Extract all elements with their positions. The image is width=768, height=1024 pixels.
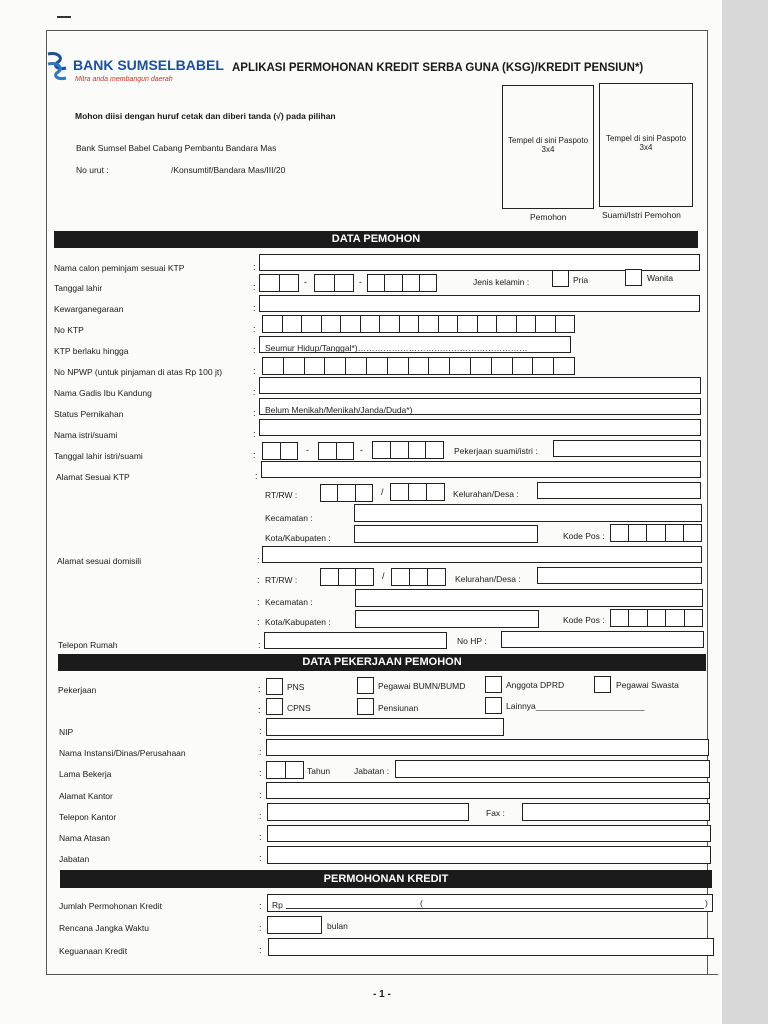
bank-name: BANK SUMSELBABEL [73, 57, 224, 73]
colon: : [253, 324, 256, 334]
label-no-hp: No HP : [457, 636, 487, 646]
bumn-checkbox[interactable] [357, 677, 374, 694]
jumlah-paren-open: ( [420, 898, 423, 908]
rtrw-slash: / [381, 487, 384, 497]
kecamatan-domisili-field[interactable] [355, 589, 703, 607]
jumlah-underline [286, 908, 704, 909]
jabatan-field[interactable] [267, 846, 711, 864]
colon: : [257, 555, 260, 565]
instansi-field[interactable] [266, 739, 709, 756]
ktp-berlaku-value: Seumur Hidup/Tanggal*)…………………………………………………… [265, 343, 528, 353]
label-kota: Kota/Kabupaten : [265, 533, 331, 543]
label-bulan: bulan [327, 921, 348, 931]
label-npwp: No NPWP (untuk pinjaman di atas Rp 100 jt) [54, 367, 223, 377]
label-bumn: Pegawai BUMN/BUMD [378, 681, 466, 691]
tanggal-lahir-day[interactable] [259, 274, 299, 292]
rw-domisili-boxes[interactable] [391, 568, 446, 586]
swasta-checkbox[interactable] [594, 676, 611, 693]
label-telepon-kantor: Telepon Kantor [59, 812, 117, 822]
tgl-lahir-pasangan-day[interactable] [262, 442, 298, 460]
photo-box-applicant[interactable] [502, 85, 594, 209]
label-kodepos-domisili: Kode Pos : [563, 615, 605, 625]
label-lama-bekerja: Lama Bekerja [59, 769, 112, 779]
label-lainnya: Lainnya_______________________ [506, 701, 645, 711]
label-kewarganegaraan: Kewarganegaraan [54, 304, 124, 314]
label-cpns: CPNS [287, 703, 311, 713]
label-rtrw-domisili: RT/RW : [265, 575, 298, 585]
alamat-domisili-field[interactable] [262, 546, 702, 563]
label-pensiunan: Pensiunan [378, 703, 419, 713]
colon: : [253, 429, 256, 439]
colon: : [253, 366, 256, 376]
kegunaan-field[interactable] [268, 938, 714, 956]
label-kodepos: Kode Pos : [563, 531, 605, 541]
date-separator: - [360, 445, 363, 455]
pns-checkbox[interactable] [266, 678, 283, 695]
label-wanita: Wanita [647, 273, 674, 283]
form-bottom-line [46, 974, 718, 975]
label-swasta: Pegawai Swasta [616, 680, 679, 690]
date-separator: - [304, 277, 307, 287]
colon: : [259, 811, 262, 821]
label-tgl-lahir-pasangan: Tanggal lahir istri/suami [54, 451, 143, 461]
label-kota-domisili: Kota/Kabupaten : [265, 617, 331, 627]
colon: : [259, 768, 262, 778]
lainnya-checkbox[interactable] [485, 697, 502, 714]
section-title-credit: PERMOHONAN KREDIT [323, 873, 449, 885]
colon: : [259, 726, 262, 736]
label-tanggal-lahir: Tanggal lahir [54, 283, 103, 293]
label-nama-atasan: Nama Atasan [59, 833, 111, 843]
ibu-kandung-field[interactable] [259, 377, 701, 394]
label-kecamatan-domisili: Kecamatan : [265, 597, 313, 607]
wanita-checkbox[interactable] [625, 269, 642, 286]
alamat-ktp-field[interactable] [261, 461, 701, 478]
label-rtrw: RT/RW : [265, 490, 298, 500]
alamat-kantor-field[interactable] [266, 782, 710, 799]
label-pria: Pria [573, 275, 589, 285]
label-kecamatan: Kecamatan : [265, 513, 313, 523]
label-nama: Nama calon peminjam sesuai KTP [54, 263, 185, 273]
photo-caption-applicant: Pemohon [530, 212, 567, 222]
label-nama-pasangan: Nama istri/suami [54, 430, 118, 440]
label-tahun: Tahun [307, 766, 331, 776]
photo-box-spouse-text: Tempel di sini Paspoto 3x4 [605, 134, 687, 152]
label-alamat-domisili: Alamat sesuai domisili [57, 556, 142, 566]
colon: : [259, 747, 262, 757]
rtrw-slash: / [382, 571, 385, 581]
top-mark [57, 16, 71, 18]
kodepos-domisili-boxes[interactable] [610, 609, 703, 627]
label-jumlah: Jumlah Permohonan Kredit [59, 901, 163, 911]
branch-text: Bank Sumsel Babel Cabang Pembantu Bandara Mas [76, 143, 277, 153]
label-nip: NIP [59, 727, 74, 737]
nip-field[interactable] [266, 718, 504, 736]
photo-box-applicant-text: Tempel di sini Paspoto 3x4 [507, 136, 589, 154]
date-separator: - [306, 445, 309, 455]
section-bar-applicant [54, 231, 698, 248]
colon: : [253, 387, 256, 397]
colon: : [253, 303, 256, 313]
page-edge-shadow [722, 0, 768, 1024]
label-kegunaan: Keguanaan Kredit [59, 946, 128, 956]
rt-domisili-boxes[interactable] [320, 568, 374, 586]
date-separator: - [359, 277, 362, 287]
colon: : [259, 923, 262, 933]
colon: : [259, 790, 262, 800]
telepon-rumah-field[interactable] [264, 632, 447, 649]
fax-field[interactable] [522, 803, 710, 821]
section-bar-credit [60, 870, 712, 888]
colon: : [257, 575, 260, 585]
label-pekerjaan-pasangan: Pekerjaan suami/istri : [454, 446, 538, 456]
tanggal-lahir-year[interactable] [367, 274, 437, 292]
jangka-field[interactable] [267, 916, 322, 934]
colon: : [258, 640, 261, 650]
instruction-text: Mohon diisi dengan huruf cetak dan diberi tanda (√) pada pilihan [75, 111, 336, 121]
nama-pasangan-field[interactable] [259, 419, 701, 436]
cpns-checkbox[interactable] [266, 698, 283, 715]
rw-boxes[interactable] [390, 483, 445, 501]
colon: : [257, 597, 260, 607]
colon: : [253, 282, 256, 292]
npwp-boxes[interactable] [262, 357, 575, 375]
photo-box-spouse[interactable] [599, 83, 693, 207]
pekerjaan-pasangan-field[interactable] [553, 440, 701, 457]
label-ktp-berlaku: KTP berlaku hingga [54, 346, 129, 356]
kodepos-boxes[interactable] [610, 524, 702, 542]
no-urut-label: No urut : [76, 165, 109, 175]
form-title: APLIKASI PERMOHONAN KREDIT SERBA GUNA (KSG)/KREDIT PENSIUN*) [232, 62, 644, 74]
colon: : [255, 471, 258, 481]
jumlah-field[interactable] [267, 894, 713, 912]
lama-bekerja-boxes[interactable] [266, 761, 304, 779]
label-pns: PNS [287, 682, 305, 692]
kecamatan-field[interactable] [354, 504, 702, 522]
label-jangka: Rencana Jangka Waktu [59, 923, 149, 933]
label-status: Status Pernikahan [54, 409, 124, 419]
section-title-applicant: DATA PEMOHON [331, 233, 421, 245]
tgl-lahir-pasangan-year[interactable] [372, 441, 444, 459]
no-urut-value: /Konsumtif/Bandara Mas/III/20 [171, 165, 286, 175]
tgl-lahir-pasangan-month[interactable] [318, 442, 354, 460]
nama-atasan-field[interactable] [267, 825, 711, 842]
photo-caption-spouse: Suami/Istri Pemohon [602, 210, 681, 220]
kelurahan-domisili-field[interactable] [537, 567, 702, 584]
no-hp-field[interactable] [501, 631, 704, 648]
label-dprd: Anggota DPRD [506, 680, 565, 690]
label-alamat-kantor: Alamat Kantor [59, 791, 113, 801]
colon: : [259, 832, 262, 842]
colon: : [253, 450, 256, 460]
section-title-employment: DATA PEKERJAAN PEMOHON [302, 656, 462, 668]
pria-checkbox[interactable] [552, 270, 569, 287]
page-number: - 1 - [373, 989, 391, 1000]
telepon-kantor-field[interactable] [267, 803, 469, 821]
kewarganegaraan-field[interactable] [259, 295, 700, 312]
colon: : [259, 945, 262, 955]
label-no-ktp: No KTP [54, 325, 84, 335]
bank-logo-icon [44, 50, 70, 84]
section-bar-employment [58, 654, 706, 671]
label-telepon-rumah: Telepon Rumah [58, 640, 118, 650]
label-ibu-kandung: Nama Gadis Ibu Kandung [54, 388, 152, 398]
dprd-checkbox[interactable] [485, 676, 502, 693]
label-jenis-kelamin: Jenis kelamin : [473, 277, 530, 287]
bank-tagline: Mitra anda membangun daerah [75, 76, 173, 83]
pensiunan-checkbox[interactable] [357, 698, 374, 715]
label-jabatan-inline: Jabatan : [354, 766, 389, 776]
colon: : [259, 901, 262, 911]
status-value: Belum Menikah/Menikah/Janda/Duda*) [265, 405, 413, 415]
label-pekerjaan: Pekerjaan [58, 685, 97, 695]
colon: : [253, 408, 256, 418]
colon: : [253, 262, 256, 272]
label-jabatan: Jabatan [59, 854, 90, 864]
label-kelurahan-domisili: Kelurahan/Desa : [455, 574, 521, 584]
jumlah-value: Rp [272, 900, 283, 910]
colon: : [259, 853, 262, 863]
label-instansi: Nama Instansi/Dinas/Perusahaan [59, 748, 186, 758]
label-kelurahan: Kelurahan/Desa : [453, 489, 519, 499]
jumlah-paren-close: ) [705, 898, 708, 908]
label-fax: Fax : [486, 808, 505, 818]
kota-domisili-field[interactable] [355, 610, 539, 628]
colon: : [257, 617, 260, 627]
no-ktp-boxes[interactable] [262, 315, 575, 333]
colon: : [258, 684, 261, 694]
jabatan-inline-field[interactable] [395, 760, 710, 778]
kelurahan-field[interactable] [537, 482, 701, 499]
tanggal-lahir-month[interactable] [314, 274, 354, 292]
rt-boxes[interactable] [320, 484, 373, 502]
kota-field[interactable] [354, 525, 538, 543]
colon: : [253, 345, 256, 355]
label-alamat-ktp: Alamat Sesuai KTP [56, 472, 130, 482]
colon: : [258, 705, 261, 715]
